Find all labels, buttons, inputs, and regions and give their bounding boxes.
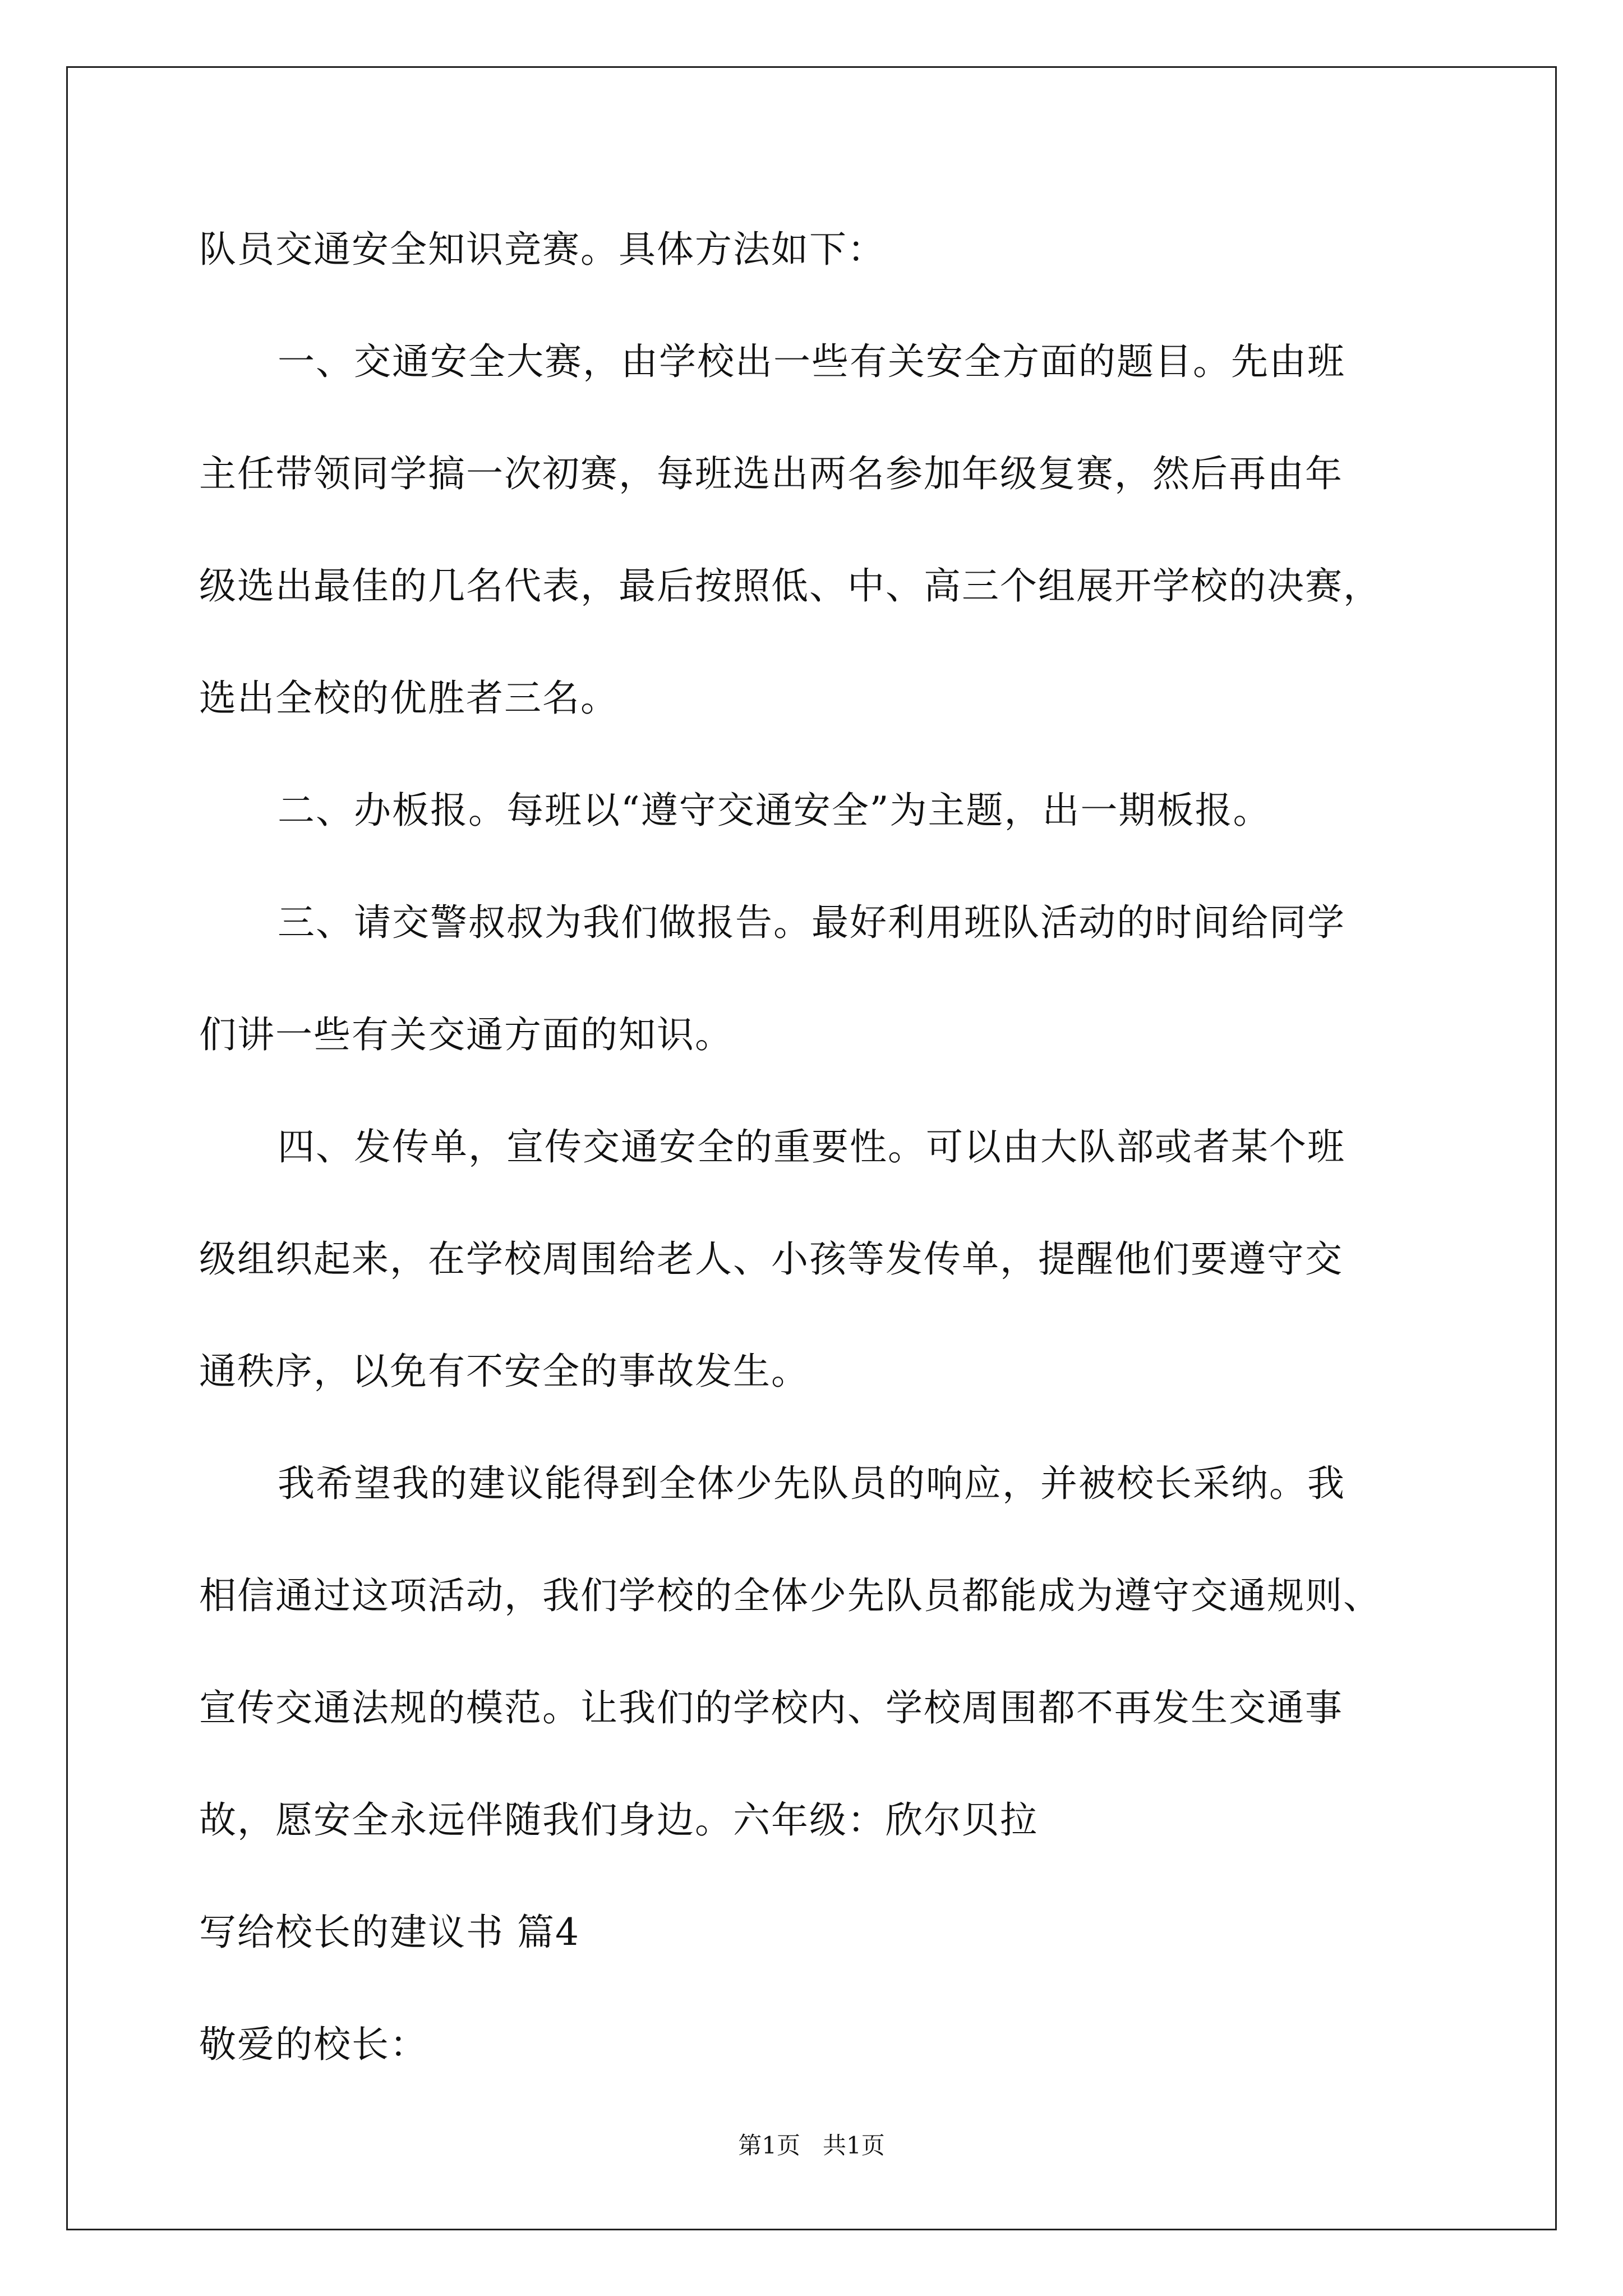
paragraph-line: 二、办板报。每班以“遵守交通安全”为主题，出一期板报。 [278, 789, 1271, 832]
page-number: 第1页 共1页 [738, 2132, 885, 2159]
paragraph-line: 四、发传单，宣传交通安全的重要性。可以由大队部或者某个班 [278, 1125, 1345, 1168]
paragraph-line: 我希望我的建议能得到全体少先队员的响应，并被校长采纳。我 [278, 1462, 1345, 1505]
paragraph-line: 故，愿安全永远伴随我们身边。六年级：欣尔贝拉 [199, 1798, 1038, 1842]
paragraph-line: 相信通过这项活动，我们学校的全体少先队员都能成为遵守交通规则、 [199, 1574, 1381, 1617]
paragraph-line: 们讲一些有关交通方面的知识。 [199, 1013, 733, 1056]
paragraph-line: 级选出最佳的几名代表，最后按照低、中、高三个组展开学校的决赛， [199, 564, 1381, 608]
paragraph-line: 选出全校的优胜者三名。 [199, 677, 619, 720]
document-body [199, 194, 1483, 2101]
paragraph-line: 三、请交警叔叔为我们做报告。最好利用班队活动的时间给同学 [278, 901, 1345, 944]
paragraph-line: 主任带领同学搞一次初赛，每班选出两名参加年级复赛，然后再由年 [199, 452, 1343, 495]
paragraph-line: 队员交通安全知识竞赛。具体方法如下： [199, 228, 886, 271]
paragraph-line: 一、交通安全大赛，由学校出一些有关安全方面的题目。先由班 [278, 340, 1345, 383]
section-heading: 写给校长的建议书 篇4 [199, 1911, 580, 1954]
paragraph-line: 宣传交通法规的模范。让我们的学校内、学校周围都不再发生交通事 [199, 1686, 1343, 1729]
paragraph-line: 级组织起来，在学校周围给老人、小孩等发传单，提醒他们要遵守交 [199, 1237, 1343, 1281]
paragraph-line: 通秩序，以免有不安全的事故发生。 [199, 1350, 809, 1393]
salutation: 敬爱的校长： [199, 2023, 428, 2066]
